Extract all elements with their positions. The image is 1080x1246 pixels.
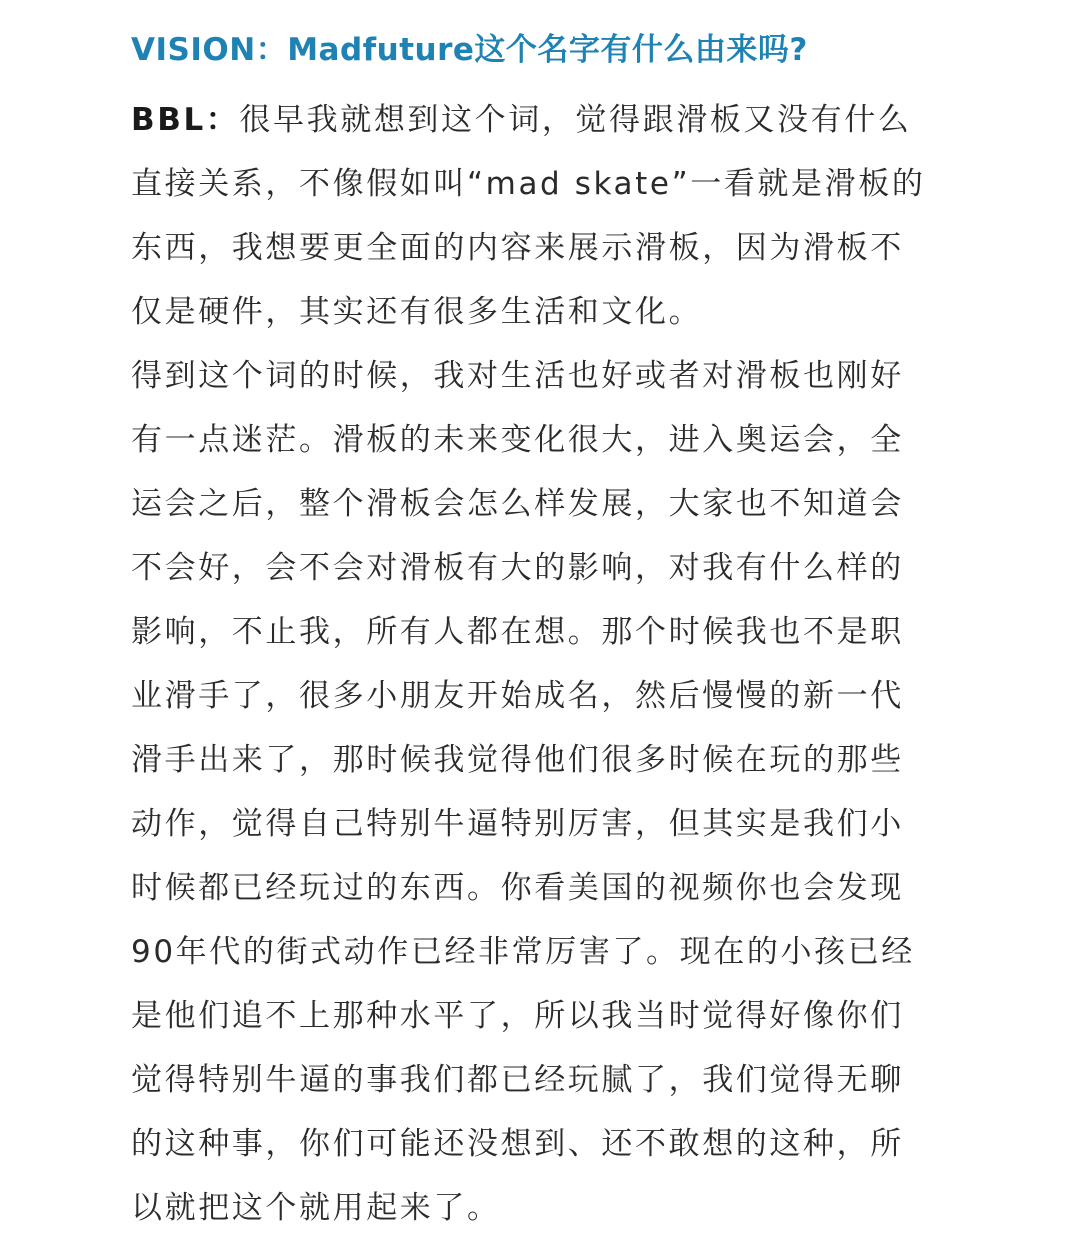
answer-line: 有一点迷茫。滑板的未来变化很大，进入奥运会，全	[131, 422, 904, 458]
answer-line: 运会之后，整个滑板会怎么样发展，大家也不知道会	[131, 486, 904, 522]
answer-line: 东西，我想要更全面的内容来展示滑板，因为滑板不	[131, 230, 904, 266]
answer-paragraph-1	[131, 88, 949, 344]
answer-line: 业滑手了，很多小朋友开始成名，然后慢慢的新一代	[131, 678, 904, 714]
answer-line: BBL：很早我就想到这个词，觉得跟滑板又没有什么	[131, 102, 912, 138]
answer-line: 直接关系，不像假如叫“mad skate”一看就是滑板的	[131, 166, 926, 202]
answer-line: 动作，觉得自己特别牛逼特别厉害，但其实是我们小	[131, 806, 904, 842]
answer-line: 的这种事，你们可能还没想到、还不敢想的这种，所	[131, 1126, 904, 1162]
answer-line: 得到这个词的时候，我对生活也好或者对滑板也刚好	[131, 358, 904, 394]
answer-line: 觉得特别牛逼的事我们都已经玩腻了，我们觉得无聊	[131, 1062, 904, 1098]
answer-line: 不会好，会不会对滑板有大的影响，对我有什么样的	[131, 550, 904, 586]
answer-speaker: BBL：	[131, 102, 240, 138]
answer-line: 滑手出来了，那时候我觉得他们很多时候在玩的那些	[131, 742, 904, 778]
question-speaker: VISION：	[131, 32, 288, 68]
interview-question	[131, 26, 949, 74]
answer-line: 仅是硬件，其实还有很多生活和文化。	[131, 294, 703, 330]
question-text: Madfuture这个名字有什么由来吗?	[287, 32, 808, 68]
answer-line: 是他们追不上那种水平了，所以我当时觉得好像你们	[131, 998, 904, 1034]
answer-line: 影响，不止我，所有人都在想。那个时候我也不是职	[131, 614, 904, 650]
answer-paragraph-2	[131, 344, 949, 1240]
answer-line: 90年代的街式动作已经非常厉害了。现在的小孩已经	[131, 934, 915, 970]
answer-line: 以就把这个就用起来了。	[131, 1190, 501, 1226]
answer-line: 时候都已经玩过的东西。你看美国的视频你也会发现	[131, 870, 904, 906]
